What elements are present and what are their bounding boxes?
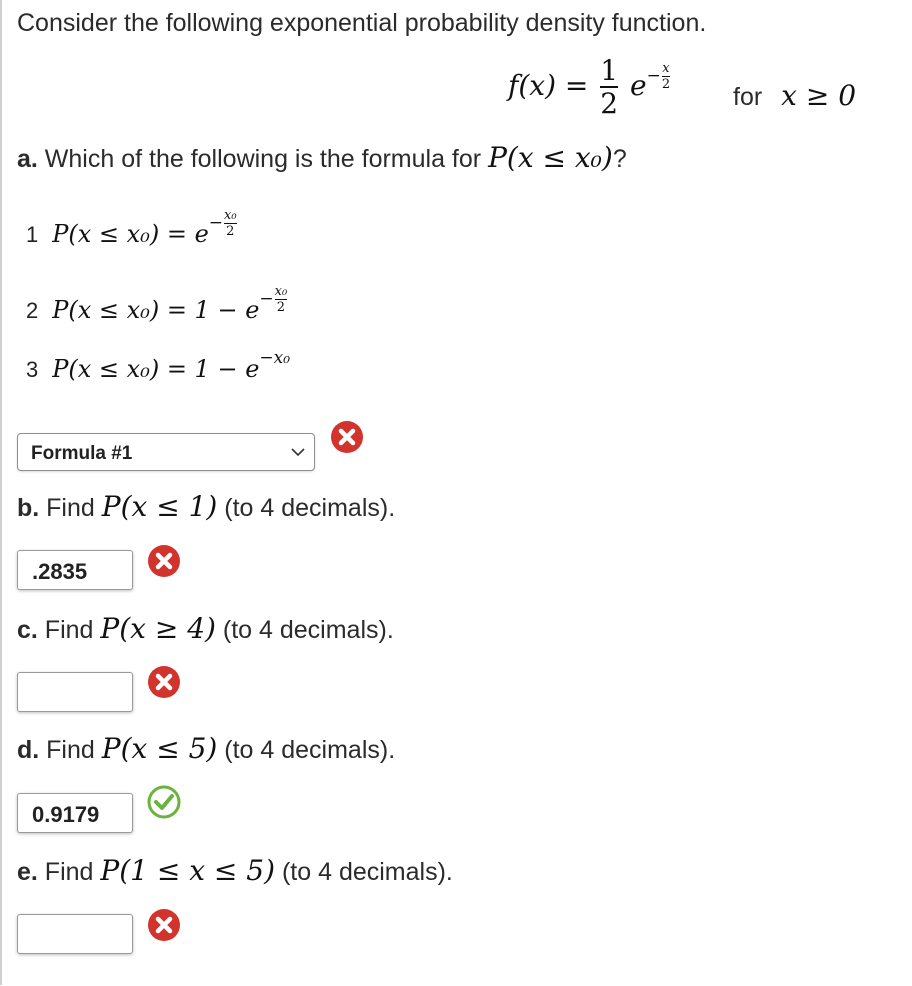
option-1-exp-sign: − bbox=[208, 213, 224, 233]
formula-select-value: Formula #1 bbox=[31, 443, 133, 464]
part-a-text: Which of the following is the formula for bbox=[37, 145, 489, 173]
option-1-number: 1 bbox=[26, 222, 39, 247]
option-1-lhs: P(x ≤ x₀) = bbox=[52, 220, 195, 248]
option-3-lhs: P(x ≤ x₀) = 1 − bbox=[52, 355, 246, 383]
pdf-condition-word: for bbox=[733, 83, 763, 111]
part-d-text: Find bbox=[39, 736, 102, 764]
option-3-number: 3 bbox=[26, 357, 39, 382]
chevron-down-icon bbox=[290, 444, 306, 460]
part-a-end: ? bbox=[612, 145, 627, 173]
option-1-base: e bbox=[194, 220, 209, 248]
part-d-expr: P(x ≤ 5) bbox=[101, 732, 218, 765]
pdf-formula bbox=[508, 56, 671, 119]
option-1-exp-den: 2 bbox=[226, 224, 235, 239]
part-c-question bbox=[17, 612, 394, 645]
x-circle-icon bbox=[147, 908, 181, 942]
check-circle-icon bbox=[147, 785, 181, 819]
part-e-expr: P(1 ≤ x ≤ 5) bbox=[100, 854, 276, 887]
option-3-base: e bbox=[245, 355, 260, 383]
answer-e-input[interactable] bbox=[17, 914, 133, 954]
option-2-lhs: P(x ≤ x₀) = 1 − bbox=[52, 296, 246, 324]
part-b-question bbox=[17, 490, 395, 523]
pdf-exp-sign: − bbox=[646, 65, 661, 86]
option-2-exp-num: x₀ bbox=[274, 284, 288, 299]
pdf-exp-num: x bbox=[662, 60, 670, 76]
x-circle-icon bbox=[147, 665, 181, 699]
pdf-coef-num: 1 bbox=[600, 54, 619, 87]
option-2 bbox=[26, 284, 288, 329]
option-1 bbox=[26, 208, 238, 253]
pdf-coefficient bbox=[600, 56, 618, 119]
pdf-exponent bbox=[646, 60, 672, 92]
part-c-text: Find bbox=[37, 616, 101, 644]
formula-select[interactable] bbox=[17, 433, 315, 471]
option-2-number: 2 bbox=[26, 298, 39, 323]
x-circle-icon bbox=[147, 544, 181, 578]
option-2-base: e bbox=[245, 296, 260, 324]
part-c-suffix: (to 4 decimals). bbox=[215, 616, 394, 644]
pdf-lhs: f(x) = bbox=[508, 68, 598, 102]
part-c-expr: P(x ≥ 4) bbox=[100, 612, 216, 645]
part-d-letter: d. bbox=[17, 736, 40, 764]
pdf-base: e bbox=[630, 68, 647, 102]
option-3-exp: −x₀ bbox=[259, 348, 291, 368]
answer-c-input[interactable] bbox=[17, 672, 133, 712]
part-d-suffix: (to 4 decimals). bbox=[217, 736, 396, 764]
part-e-letter: e. bbox=[17, 858, 38, 886]
option-3 bbox=[26, 348, 291, 383]
part-c-letter: c. bbox=[17, 616, 38, 644]
intro-text: Consider the following exponential probability density function. bbox=[17, 9, 707, 37]
option-2-exp-den: 2 bbox=[276, 300, 286, 315]
part-a-question bbox=[17, 141, 627, 174]
part-a-expr: P(x ≤ x₀) bbox=[488, 141, 613, 174]
answer-d-input[interactable]: 0.9179 bbox=[17, 793, 133, 833]
pdf-condition bbox=[733, 79, 856, 112]
pdf-coef-den: 2 bbox=[600, 87, 619, 121]
part-b-letter: b. bbox=[17, 494, 40, 522]
part-b-expr: P(x ≤ 1) bbox=[101, 490, 218, 523]
option-1-exp-num: x₀ bbox=[224, 208, 237, 223]
x-circle-icon bbox=[330, 420, 364, 454]
part-b-text: Find bbox=[39, 494, 102, 522]
pdf-condition-expr: x ≥ 0 bbox=[781, 79, 857, 112]
answer-b-input[interactable]: .2835 bbox=[17, 550, 133, 590]
part-d-question bbox=[17, 732, 395, 765]
part-e-text: Find bbox=[37, 858, 101, 886]
part-e-question bbox=[17, 854, 453, 887]
part-e-suffix: (to 4 decimals). bbox=[275, 858, 453, 886]
part-a-letter: a. bbox=[17, 145, 38, 173]
pdf-exp-den: 2 bbox=[661, 76, 671, 92]
part-b-suffix: (to 4 decimals). bbox=[217, 494, 396, 522]
option-2-exp-sign: − bbox=[259, 289, 274, 309]
